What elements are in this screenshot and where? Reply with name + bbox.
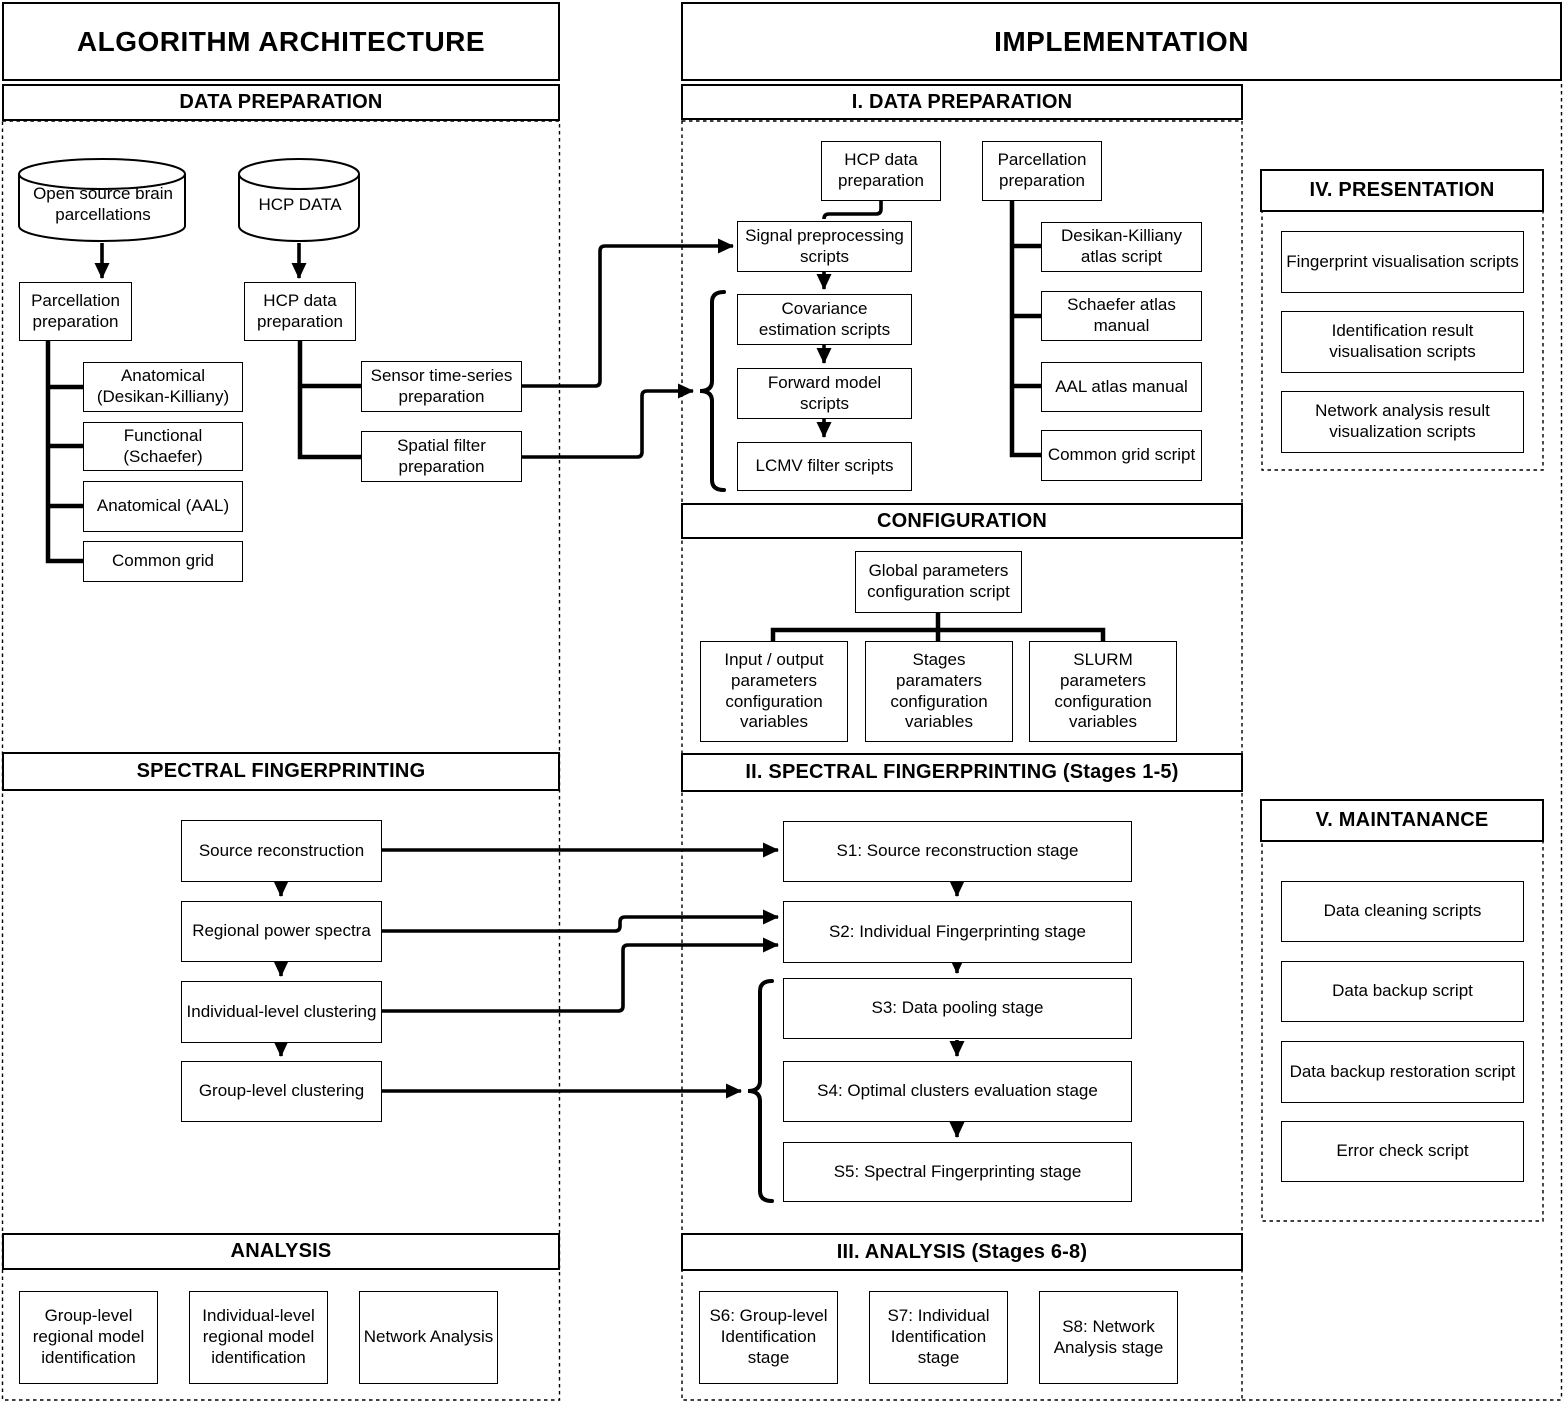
node-fingerprint-visualisation-scripts: Fingerprint visualisation scripts: [1281, 231, 1524, 293]
node-regional-power-spectra: Regional power spectra: [181, 901, 382, 962]
section-header-v-maintanance: V. MAINTANANCE: [1260, 799, 1544, 842]
section-header-iii-analysis: III. ANALYSIS (Stages 6-8): [681, 1233, 1243, 1271]
node-stage-s8: S8: Network Analysis stage: [1039, 1291, 1178, 1384]
node-individual-level-regional-model: Individual-level regional model identification: [189, 1291, 328, 1384]
node-stage-s4: S4: Optimal clusters evaluation stage: [783, 1061, 1132, 1122]
node-network-analysis-result-visualization-scripts: Network analysis result visualization scripts: [1281, 391, 1524, 453]
section-header-iv-presentation: IV. PRESENTATION: [1260, 169, 1544, 212]
node-source-reconstruction: Source reconstruction: [181, 820, 382, 882]
node-stage-s2: S2: Individual Fingerprinting stage: [783, 901, 1132, 963]
node-data-backup-restoration-script: Data backup restoration script: [1281, 1041, 1524, 1103]
node-global-parameters-config: Global parameters configuration script: [855, 551, 1022, 613]
node-hcp-data-preparation: HCP data preparation: [244, 282, 356, 341]
node-common-grid-script: Common grid script: [1041, 430, 1202, 481]
node-lcmv-filter-scripts: LCMV filter scripts: [737, 442, 912, 491]
node-sensor-timeseries-preparation: Sensor time-series preparation: [361, 361, 522, 412]
implementation-title: IMPLEMENTATION: [681, 2, 1562, 81]
section-header-ii-spectral-fingerprinting: II. SPECTRAL FINGERPRINTING (Stages 1-5): [681, 753, 1243, 792]
node-atlas-desikan: Anatomical (Desikan-Killiany): [83, 362, 243, 412]
node-group-level-clustering: Group-level clustering: [181, 1061, 382, 1122]
node-common-grid: Common grid: [83, 541, 243, 582]
node-identification-result-visualisation-scripts: Identification result visualisation scripts: [1281, 311, 1524, 373]
section-header-i-data-preparation: I. DATA PREPARATION: [681, 84, 1243, 120]
section-header-data-preparation: DATA PREPARATION: [2, 84, 560, 121]
node-parcellation-preparation: Parcellation preparation: [19, 282, 132, 341]
node-stage-s3: S3: Data pooling stage: [783, 978, 1132, 1039]
node-stage-s5: S5: Spectral Fingerprinting stage: [783, 1142, 1132, 1202]
node-group-level-regional-model: Group-level regional model identification: [19, 1291, 158, 1384]
cylinder-hcp-data: HCP DATA: [258, 194, 342, 214]
node-forward-model-scripts: Forward model scripts: [737, 368, 912, 419]
section-header-configuration: CONFIGURATION: [681, 503, 1243, 539]
node-slurm-parameters-config: SLURM parameters configuration variables: [1029, 641, 1177, 742]
grouping-braces: [700, 292, 772, 1201]
node-stages-parameters-config: Stages paramaters configuration variables: [865, 641, 1013, 742]
node-data-cleaning-scripts: Data cleaning scripts: [1281, 881, 1524, 942]
node-spatial-filter-preparation: Spatial filter preparation: [361, 431, 522, 482]
node-impl-parcellation-preparation: Parcellation preparation: [982, 141, 1102, 201]
node-stage-s1: S1: Source reconstruction stage: [783, 821, 1132, 882]
node-stage-s7: S7: Individual Identification stage: [869, 1291, 1008, 1384]
section-header-analysis: ANALYSIS: [2, 1233, 560, 1270]
node-covariance-estimation-scripts: Covariance estimation scripts: [737, 294, 912, 345]
architecture-title: ALGORITHM ARCHITECTURE: [2, 2, 560, 81]
node-signal-preprocessing-scripts: Signal preprocessing scripts: [737, 221, 912, 272]
node-network-analysis: Network Analysis: [359, 1291, 498, 1384]
cylinder-open-source-parcellations: Open source brain parcellations: [33, 184, 173, 224]
node-desikan-atlas-script: Desikan-Killiany atlas script: [1041, 222, 1202, 272]
node-atlas-schaefer: Functional (Schaefer): [83, 422, 243, 471]
section-header-spectral-fingerprinting: SPECTRAL FINGERPRINTING: [2, 752, 560, 791]
node-stage-s6: S6: Group-level Identification stage: [699, 1291, 838, 1384]
node-impl-hcp-data-preparation: HCP data preparation: [821, 141, 941, 201]
node-atlas-aal: Anatomical (AAL): [83, 481, 243, 532]
node-individual-level-clustering: Individual-level clustering: [181, 981, 382, 1043]
node-data-backup-script: Data backup script: [1281, 961, 1524, 1022]
node-aal-atlas-manual: AAL atlas manual: [1041, 362, 1202, 412]
node-error-check-script: Error check script: [1281, 1121, 1524, 1182]
node-schaefer-atlas-manual: Schaefer atlas manual: [1041, 291, 1202, 341]
node-io-parameters-config: Input / output parameters configuration variables: [700, 641, 848, 742]
